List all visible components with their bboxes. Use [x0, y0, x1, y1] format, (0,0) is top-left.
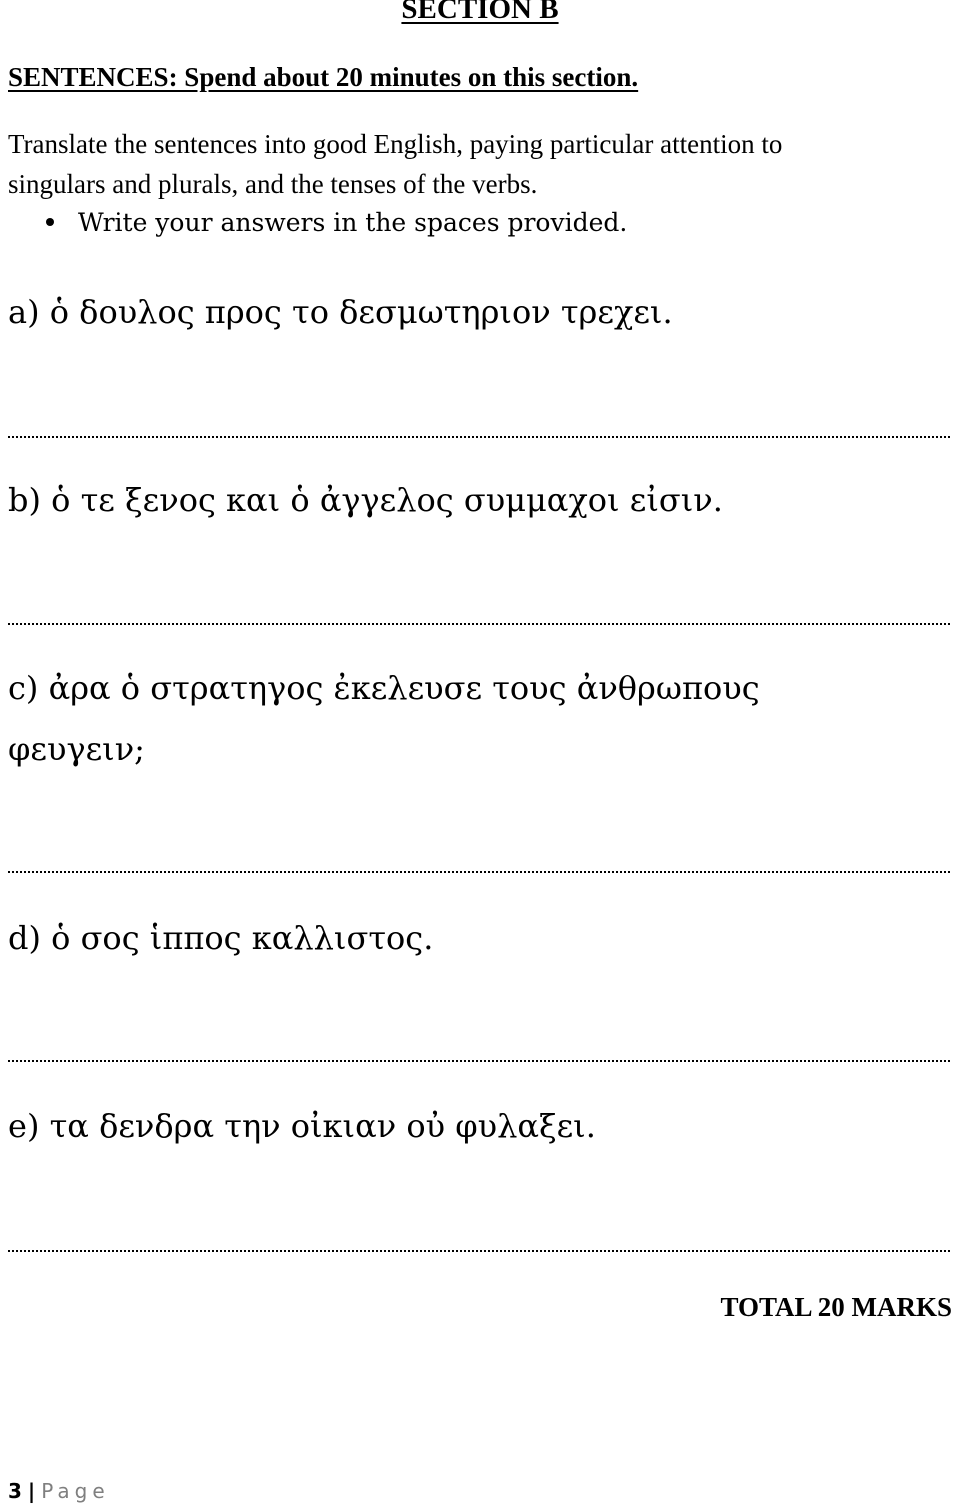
sentence-b: [8, 480, 723, 520]
sentence-e: [8, 1106, 596, 1146]
sentence-label: d): [8, 919, 41, 957]
total-marks: TOTAL 20 MARKS: [720, 1292, 952, 1322]
answer-line-e[interactable]: [8, 1250, 950, 1252]
page-footer: [8, 1478, 110, 1504]
page-number: 3: [8, 1479, 22, 1503]
instruction-heading: SENTENCES: Spend about 20 minutes on this section.: [8, 62, 639, 92]
section-title: SECTION B: [401, 0, 559, 25]
sentence-label: c): [8, 669, 39, 707]
footer-separator: |: [27, 1479, 36, 1503]
sentence-a: [8, 292, 673, 332]
bullet-instruction: [46, 207, 627, 239]
bullet-icon: [46, 218, 54, 226]
sentence-c: [8, 668, 760, 708]
answer-line-c[interactable]: [8, 871, 950, 873]
answer-line-b[interactable]: [8, 623, 950, 625]
sentence-label: b): [8, 481, 41, 519]
sentence-text: τα δενδρα την οἰκιαν οὐ φυλαξει.: [49, 1107, 596, 1145]
sentence-text: ὁ τε ξενος και ὁ ἀγγελος συμμαχοι εἰσιν.: [51, 481, 723, 519]
instruction-line-1: Translate the sentences into good English, paying particular attention to: [8, 129, 783, 159]
sentence-text: ὁ σος ἱππος καλλιστος.: [51, 919, 434, 957]
bullet-text: Write your answers in the spaces provided.: [78, 208, 628, 237]
sentence-c-continuation: φευγειν;: [8, 730, 145, 768]
sentence-text: ἀρα ὁ στρατηγος ἐκελευσε τους ἀνθρωπους: [48, 669, 760, 707]
instruction-line-2: singulars and plurals, and the tenses of the verbs.: [8, 169, 538, 199]
sentence-d: [8, 918, 433, 958]
sentence-text: ὁ δουλος προς το δεσμωτηριον τρεχει.: [49, 293, 673, 331]
sentence-label: e): [8, 1107, 40, 1145]
answer-line-d[interactable]: [8, 1060, 950, 1062]
sentence-label: a): [8, 293, 40, 331]
page-word: Page: [41, 1479, 110, 1503]
answer-line-a[interactable]: [8, 436, 950, 438]
